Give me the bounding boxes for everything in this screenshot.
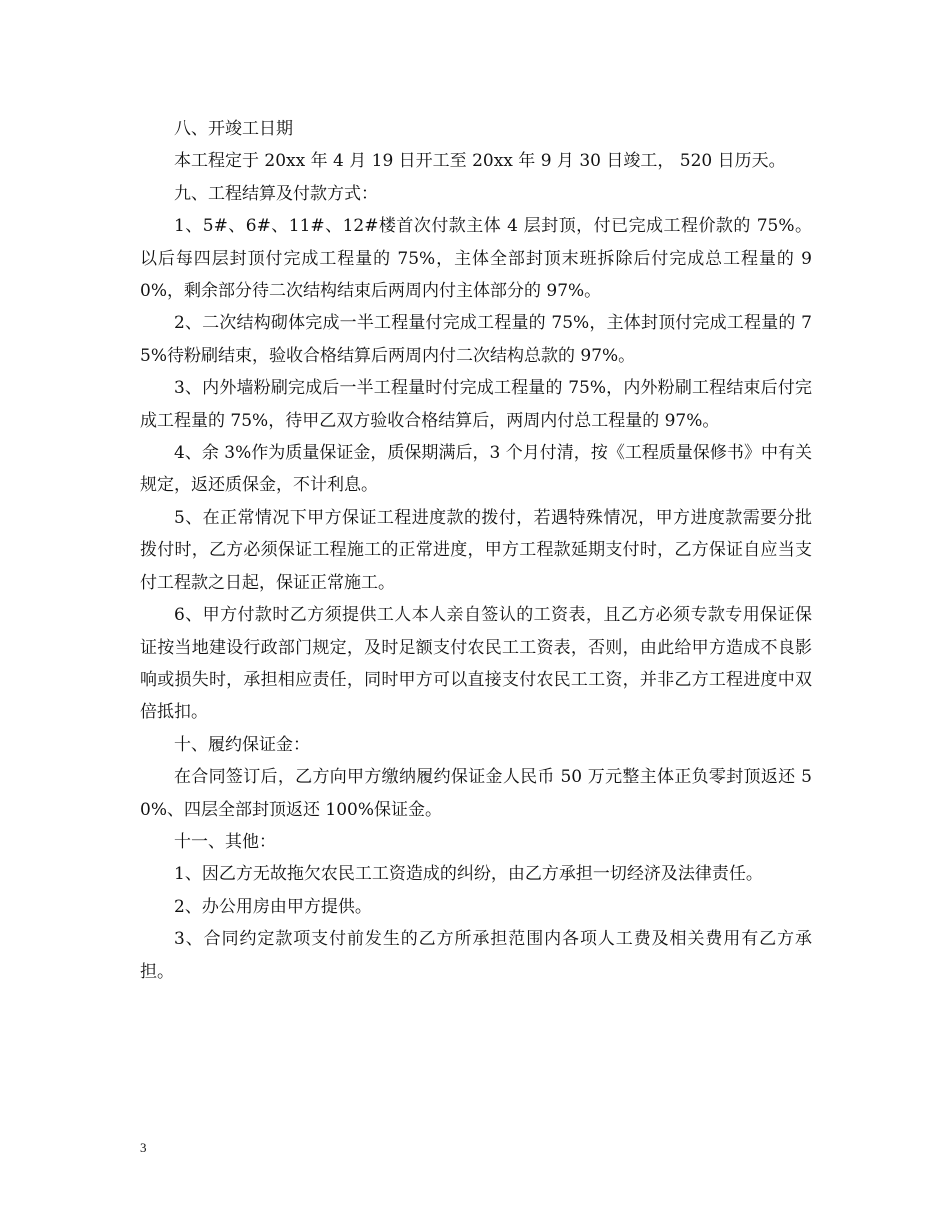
section-heading-8: 八、开竣工日期: [174, 119, 293, 139]
payment-clause-3: 3、内外墙粉刷完成后一半工程量时付完成工程量的 75%，内外粉刷工程结束后付完成工程量的 75%，待甲乙双方验收合格结算后，两周内付总工程量的 97%。: [140, 378, 812, 431]
payment-clause-2: 2、二次结构砌体完成一半工程量付完成工程量的 75%，主体封顶付完成工程量的 75%待粉刷结束，验收合格结算后两周内付二次结构总款的 97%。: [140, 313, 812, 366]
section-heading-11: 十一、其他：: [174, 831, 276, 852]
section-heading-9: 九、工程结算及付款方式：: [174, 183, 378, 204]
other-clause-3: 3、合同约定款项支付前发生的乙方所承担范围内各项人工费及相关费用有乙方承担。: [140, 929, 812, 982]
paragraph-schedule: 本工程定于 20xx 年 4 月 19 日开工至 20xx 年 9 月 30 日竣工， 520 日历天。: [174, 151, 786, 172]
document-body: [140, 113, 812, 988]
payment-clause-1: 1、5#、6#、11#、12#楼首次付款主体 4 层封顶，付已完成工程价款的 75%。以后每四层封顶付完成工程量的 75%，主体全部封顶末班拆除后付完成总工程量的 90%，剩余部分待二次结构结束后两周内付主体部分的 97%。: [140, 216, 812, 302]
performance-bond-paragraph: 在合同签订后，乙方向甲方缴纳履约保证金人民币 50 万元整主体正负零封顶返还 50%、四层全部封顶返还 100%保证金。: [140, 767, 812, 820]
other-clause-1: 1、因乙方无故拖欠农民工工资造成的纠纷，由乙方承担一切经济及法律责任。: [174, 864, 763, 885]
section-heading-10: 十、履约保证金：: [174, 734, 310, 755]
payment-clause-6: 6、甲方付款时乙方须提供工人本人亲自签认的工资表，且乙方必须专款专用保证保证按当地建设行政部门规定，及时足额支付农民工工资表，否则，由此给甲方造成不良影响或损失时，承担相应责任，同时甲方可以直接支付农民工工资，并非乙方工程进度中双倍抵扣。: [140, 605, 812, 723]
page-number: 3: [140, 1140, 147, 1155]
other-clause-2: 2、办公用房由甲方提供。: [174, 896, 372, 917]
payment-clause-4: 4、余 3%作为质量保证金，质保期满后，3 个月付清，按《工程质量保修书》中有关规定，返还质保金，不计利息。: [140, 443, 812, 496]
payment-clause-5: 5、在正常情况下甲方保证工程进度款的拨付，若遇特殊情况，甲方进度款需要分批拨付时，乙方必须保证工程施工的正常进度，甲方工程款延期支付时，乙方保证自应当支付工程款之日起，保证正常施工。: [140, 507, 812, 593]
